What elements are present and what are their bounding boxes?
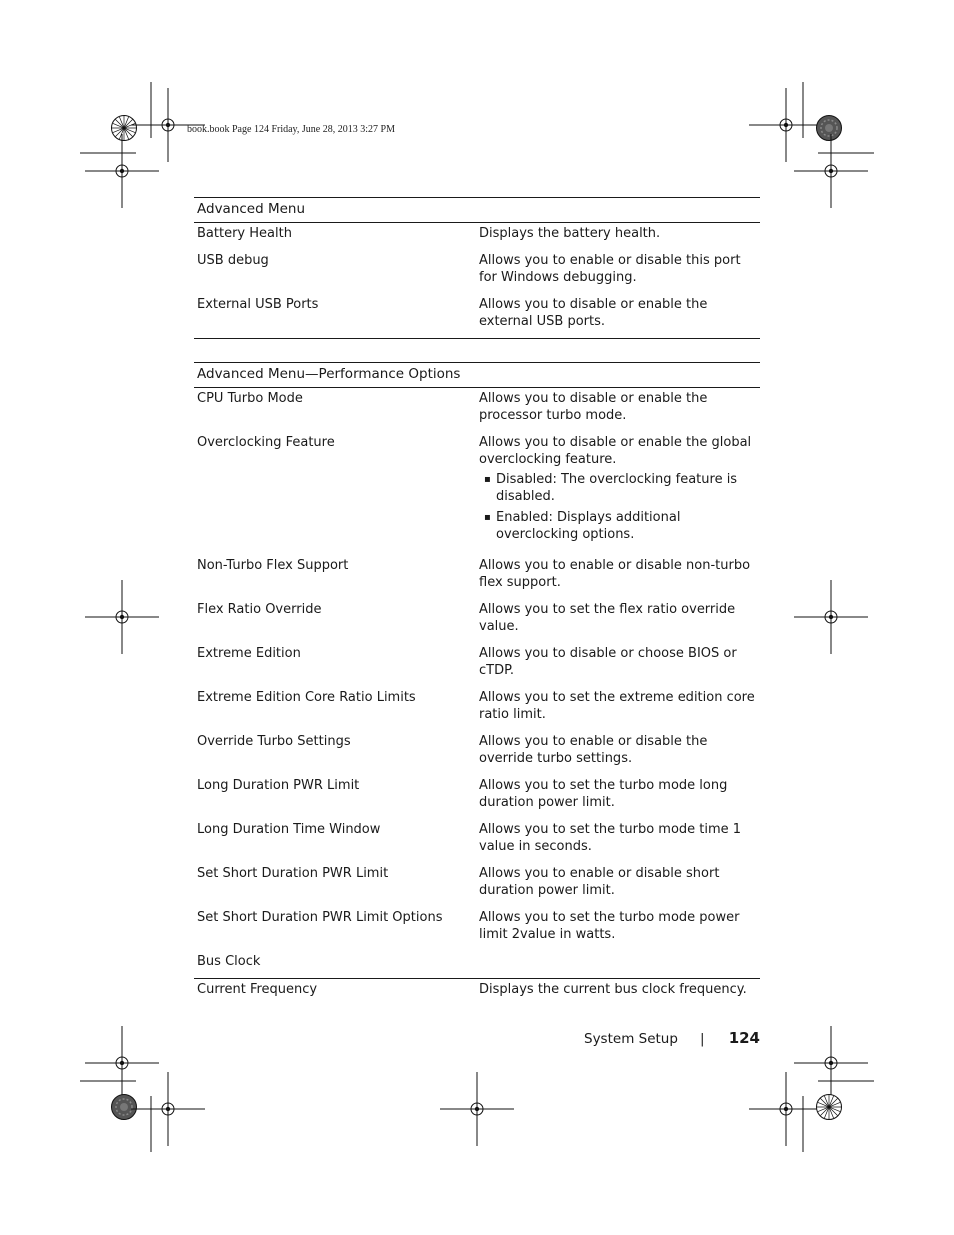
- wheel-mark-bottom-left: [112, 1095, 137, 1120]
- setting-description: Allows you to set the turbo mode time 1 value in seconds.: [479, 822, 742, 854]
- table-row: [194, 731, 760, 775]
- setting-description: [476, 951, 760, 979]
- crosshair-left-upper: [85, 134, 159, 208]
- table-row: [194, 599, 760, 643]
- crosshair-bottom-center: [440, 1072, 514, 1146]
- table-row: [194, 775, 760, 819]
- option-item: ▪ Enabled: Displays additional overclocking options.: [496, 509, 757, 543]
- table-row: [194, 555, 760, 599]
- setting-name: Non-Turbo Flex Support: [197, 558, 349, 573]
- table-title: Advanced Menu—Performance Options: [194, 363, 760, 388]
- setting-name: Set Short Duration PWR Limit: [197, 866, 389, 881]
- performance-options-table: [194, 362, 760, 1006]
- print-header: book.book Page 124 Friday, June 28, 2013 3:27 PM: [187, 124, 395, 135]
- setting-description: Displays the battery health.: [479, 226, 661, 241]
- setting-description: Displays the current bus clock frequency.: [476, 979, 760, 1007]
- wheel-mark-top-left: [112, 116, 137, 141]
- table-row: [194, 432, 760, 555]
- setting-name: CPU Turbo Mode: [197, 391, 303, 406]
- crosshair-left-lower: [85, 1026, 159, 1100]
- setting-name: Long Duration PWR Limit: [197, 778, 360, 793]
- section-name: System Setup: [584, 1031, 678, 1047]
- setting-name: Overclocking Feature: [197, 435, 335, 450]
- setting-name: Override Turbo Settings: [197, 734, 351, 749]
- setting-name: Extreme Edition Core Ratio Limits: [197, 690, 416, 705]
- setting-description: Allows you to enable or disable this port for Windows debugging.: [479, 253, 741, 285]
- page-footer: [584, 1031, 760, 1047]
- setting-description: Allows you to disable or enable the global overclocking feature.: [479, 435, 752, 467]
- crosshair-left-middle: [85, 580, 159, 654]
- setting-description: Allows you to enable or disable the override turbo settings.: [479, 734, 708, 766]
- table-row: [194, 951, 760, 979]
- table-row: [194, 294, 760, 339]
- setting-name: Set Short Duration PWR Limit Options: [197, 910, 443, 925]
- page-number: 124: [728, 1029, 760, 1047]
- footer-separator: |: [700, 1031, 705, 1047]
- setting-description: Allows you to enable or disable short duration power limit.: [479, 866, 720, 898]
- setting-description: Allows you to disable or enable the processor turbo mode.: [479, 391, 708, 423]
- table-row: [194, 388, 760, 433]
- table-row: [194, 687, 760, 731]
- setting-description: Allows you to set the extreme edition core ratio limit.: [479, 690, 755, 722]
- setting-name: Extreme Edition: [197, 646, 301, 661]
- setting-description-cell: [476, 432, 760, 555]
- crosshair-right-middle: [794, 580, 868, 654]
- crosshair-right-lower: [794, 1026, 868, 1100]
- table-row: [194, 250, 760, 294]
- table-row: [194, 819, 760, 863]
- setting-name: External USB Ports: [194, 294, 476, 339]
- setting-name: Current Frequency: [194, 979, 476, 1007]
- setting-description: Allows you to set the turbo mode long duration power limit.: [479, 778, 728, 810]
- setting-name: Battery Health: [197, 226, 292, 241]
- table-row: [194, 223, 760, 251]
- table-row: [194, 643, 760, 687]
- option-list: [479, 471, 757, 543]
- wheel-mark-bottom-right: [817, 1095, 842, 1120]
- setting-description: Allows you to disable or enable the external USB ports.: [476, 294, 760, 339]
- crosshair-right-upper: [794, 134, 868, 208]
- table-row: [194, 907, 760, 951]
- crosshair-bottom-right: [749, 1072, 823, 1146]
- option-item: ▪ Disabled: The overclocking feature is disabled.: [496, 471, 757, 505]
- table-title: Advanced Menu: [194, 198, 760, 223]
- crosshair-top-right: [749, 88, 823, 162]
- advanced-menu-table: [194, 197, 760, 339]
- crosshair-bottom-left: [131, 1072, 205, 1146]
- wheel-mark-top-right: [817, 116, 842, 141]
- setting-description: Allows you to enable or disable non-turbo flex support.: [479, 558, 751, 590]
- setting-name: USB debug: [197, 253, 269, 268]
- setting-name: Long Duration Time Window: [197, 822, 381, 837]
- setting-description: Allows you to set the turbo mode power limit 2value in watts.: [479, 910, 740, 942]
- table-row: [194, 863, 760, 907]
- setting-description: Allows you to set the flex ratio override value.: [479, 602, 736, 634]
- setting-name: Bus Clock: [197, 954, 261, 969]
- setting-name: Flex Ratio Override: [197, 602, 322, 617]
- table-row: [194, 979, 760, 1007]
- setting-description: Allows you to disable or choose BIOS or cTDP.: [479, 646, 737, 678]
